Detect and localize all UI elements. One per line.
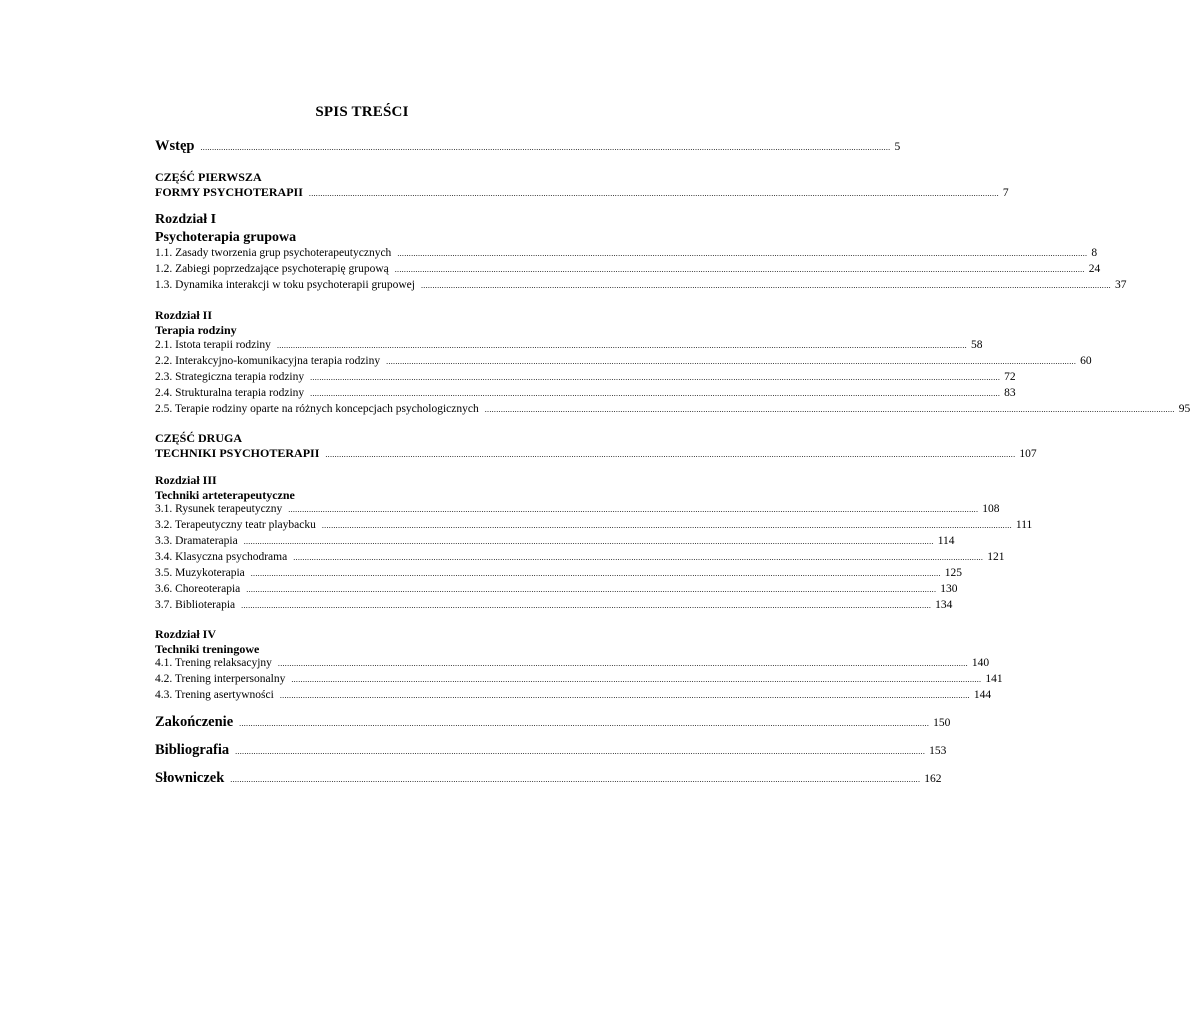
entry-page: 8 <box>1091 247 1098 259</box>
leader-dots: ............................................................................................................................................................................................................................................................................................................ <box>241 601 932 610</box>
toc-entry-ch4-1[interactable] <box>155 657 990 669</box>
entry-page: 162 <box>924 773 942 785</box>
entry-label: 2.4. Strukturalna terapia rodziny <box>155 387 305 399</box>
entry-page: 130 <box>940 583 958 595</box>
leader-dots: ............................................................................................................................................................................................................................................................................................................ <box>276 341 967 350</box>
leader-dots: ............................................................................................................................................................................................................................................................................................................ <box>394 265 1085 274</box>
chapter-title: Terapia rodziny <box>155 323 237 337</box>
entry-page: 108 <box>982 503 1000 515</box>
entry-label: 3.6. Choreoterapia <box>155 583 241 595</box>
leader-dots: ............................................................................................................................................................................................................................................................................................................ <box>277 659 968 668</box>
entry-page: 83 <box>1004 387 1016 399</box>
entry-page: 72 <box>1004 371 1016 383</box>
toc-entry-ch3-2[interactable] <box>155 519 1033 531</box>
toc-entry-ch4-3[interactable] <box>155 689 992 701</box>
entry-label: 4.2. Trening interpersonalny <box>155 673 286 685</box>
leader-dots: ............................................................................................................................................................................................................................................................................................................ <box>235 747 926 756</box>
entry-page: 134 <box>935 599 953 611</box>
toc-entry-ch3-5[interactable] <box>155 567 962 579</box>
toc-entry-bibliografia[interactable] <box>155 742 947 759</box>
chapter-heading: Rozdział III <box>155 473 217 487</box>
leader-dots: ............................................................................................................................................................................................................................................................................................................ <box>397 249 1088 258</box>
chapter-heading: Rozdział IV <box>155 627 216 641</box>
entry-page: 150 <box>933 717 951 729</box>
entry-label: Zakończenie <box>155 714 234 730</box>
leader-dots: ............................................................................................................................................................................................................................................................................................................ <box>200 143 891 152</box>
leader-dots: ............................................................................................................................................................................................................................................................................................................ <box>239 719 930 728</box>
entry-page: 153 <box>929 745 947 757</box>
chapter-title: Techniki arteterapeutyczne <box>155 488 295 502</box>
entry-page: 144 <box>973 689 992 701</box>
entry-label: 2.2. Interakcyjno-komunikacyjna terapia rodziny <box>155 355 381 367</box>
toc-entry-ch4-2[interactable] <box>155 673 1003 685</box>
entry-label: Bibliografia <box>155 742 230 758</box>
entry-label: 3.2. Terapeutyczny teatr playbacku <box>155 519 316 531</box>
entry-page: 37 <box>1114 279 1127 291</box>
toc-entry-ch3-1[interactable] <box>155 503 1000 515</box>
entry-page: 24 <box>1088 263 1101 275</box>
toc-entry-slowniczek[interactable] <box>155 770 942 787</box>
leader-dots: ............................................................................................................................................................................................................................................................................................................ <box>386 357 1077 366</box>
entry-page: 107 <box>1019 448 1037 460</box>
chapter-title: Psychoterapia grupowa <box>155 230 297 245</box>
part-heading: CZĘŚĆ PIERWSZA <box>155 170 262 184</box>
entry-page: 111 <box>1015 519 1033 531</box>
leader-dots: ............................................................................................................................................................................................................................................................................................................ <box>420 281 1111 290</box>
entry-page: 7 <box>1002 187 1009 199</box>
toc-entry-zakonczenie[interactable] <box>155 714 951 731</box>
entry-label: 3.3. Dramaterapia <box>155 535 238 547</box>
leader-dots: ............................................................................................................................................................................................................................................................................................................ <box>230 775 921 784</box>
chapter-title: Techniki treningowe <box>155 642 260 656</box>
toc-entry-ch2-4[interactable] <box>155 387 1016 399</box>
entry-label: 1.2. Zabiegi poprzedzające psychoterapię grupową <box>155 263 389 275</box>
part-heading: CZĘŚĆ DRUGA <box>155 431 243 445</box>
entry-page: 140 <box>971 657 990 669</box>
toc-entry-ch1-2[interactable] <box>155 263 1101 275</box>
toc-entry-part2[interactable] <box>155 446 1037 461</box>
toc-entry-ch2-5[interactable] <box>155 403 1190 415</box>
toc-entry-wstep[interactable] <box>155 138 901 155</box>
entry-page: 125 <box>944 567 962 579</box>
leader-dots: ............................................................................................................................................................................................................................................................................................................ <box>291 675 982 684</box>
toc-entry-ch1-1[interactable] <box>155 247 1098 259</box>
toc-entry-ch2-2[interactable] <box>155 355 1092 367</box>
leader-dots: ............................................................................................................................................................................................................................................................................................................ <box>308 189 999 198</box>
entry-label: 3.4. Klasyczna psychodrama <box>155 551 288 563</box>
entry-page: 95 <box>1178 403 1190 415</box>
entry-label: 3.7. Biblioterapia <box>155 599 236 611</box>
toc-entry-ch2-1[interactable] <box>155 339 983 351</box>
entry-page: 58 <box>970 339 983 351</box>
leader-dots: ............................................................................................................................................................................................................................................................................................................ <box>484 405 1175 414</box>
entry-label: 1.3. Dynamika interakcji w toku psychoterapii grupowej <box>155 279 415 291</box>
leader-dots: ............................................................................................................................................................................................................................................................................................................ <box>279 691 970 700</box>
toc-entry-ch1-3[interactable] <box>155 279 1127 291</box>
leader-dots: ............................................................................................................................................................................................................................................................................................................ <box>250 569 941 578</box>
leader-dots: ............................................................................................................................................................................................................................................................................................................ <box>243 537 934 546</box>
leader-dots: ............................................................................................................................................................................................................................................................................................................ <box>288 505 979 514</box>
toc-entry-ch2-3[interactable] <box>155 371 1016 383</box>
leader-dots: ............................................................................................................................................................................................................................................................................................................ <box>325 450 1016 459</box>
entry-label: 3.5. Muzykoterapia <box>155 567 245 579</box>
entry-page: 5 <box>894 141 901 153</box>
entry-label: 2.1. Istota terapii rodziny <box>155 339 271 351</box>
page-title: SPIS TREŚCI <box>315 104 409 120</box>
entry-label: 2.3. Strategiczna terapia rodziny <box>155 371 305 383</box>
chapter-heading: Rozdział II <box>155 308 212 322</box>
toc-entry-ch3-4[interactable] <box>155 551 1005 563</box>
entry-label: 3.1. Rysunek terapeutyczny <box>155 503 283 515</box>
entry-page: 121 <box>987 551 1005 563</box>
leader-dots: ............................................................................................................................................................................................................................................................................................................ <box>310 389 1001 398</box>
entry-label: Wstęp <box>155 138 195 154</box>
entry-page: 60 <box>1080 355 1092 367</box>
toc-entry-part1[interactable] <box>155 185 1009 200</box>
toc-entry-ch3-7[interactable] <box>155 599 953 611</box>
entry-label: 1.1. Zasady tworzenia grup psychoterapeutycznych <box>155 247 392 259</box>
entry-label: 2.5. Terapie rodziny oparte na różnych koncepcjach psychologicznych <box>155 403 479 415</box>
entry-page: 141 <box>985 673 1003 685</box>
toc-entry-ch3-3[interactable] <box>155 535 955 547</box>
entry-label: TECHNIKI PSYCHOTERAPII <box>155 446 320 460</box>
leader-dots: ............................................................................................................................................................................................................................................................................................................ <box>310 373 1001 382</box>
leader-dots: ............................................................................................................................................................................................................................................................................................................ <box>321 521 1012 530</box>
chapter-heading: Rozdział I <box>155 212 217 227</box>
entry-page: 114 <box>937 535 955 547</box>
entry-label: FORMY PSYCHOTERAPII <box>155 185 303 199</box>
entry-label: Słowniczek <box>155 770 225 786</box>
toc-entry-ch3-6[interactable] <box>155 583 958 595</box>
entry-label: 4.3. Trening asertywności <box>155 689 274 701</box>
entry-label: 4.1. Trening relaksacyjny <box>155 657 272 669</box>
leader-dots: ............................................................................................................................................................................................................................................................................................................ <box>246 585 937 594</box>
leader-dots: ............................................................................................................................................................................................................................................................................................................ <box>293 553 984 562</box>
